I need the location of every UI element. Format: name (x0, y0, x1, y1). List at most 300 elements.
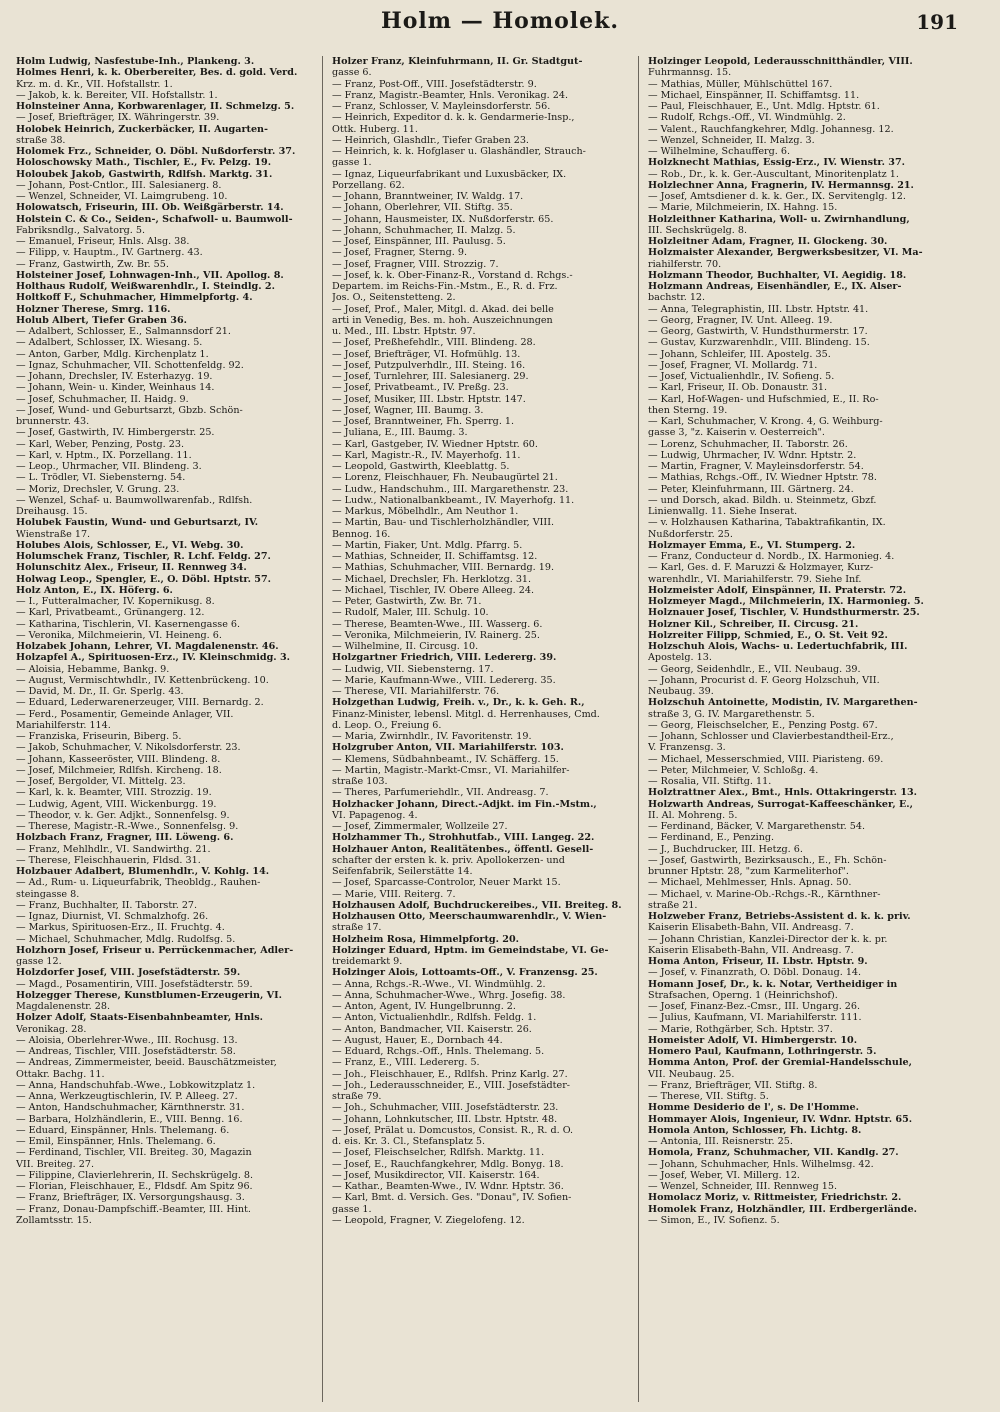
directory-entry-head: Holzwarth Andreas, Surrogat-Kaffeeschänker, E., (648, 798, 913, 810)
directory-entry-line: — Karl, Friseur, II. Ob. Donaustr. 31. (648, 382, 828, 394)
directory-entry-line: gasse 1. (332, 157, 372, 169)
directory-entry-line: — Aloisia, Oberlehrer-Wwe., III. Rochusg. 13. (16, 1034, 238, 1046)
directory-entry-line: — Peter, Kleinfuhrmann, III. Gärtnerg. 24. (648, 483, 854, 495)
directory-entry-line: Wienstraße 17. (16, 528, 91, 540)
directory-entry-line: — Lorenz, Schuhmacher, II. Taborstr. 26. (648, 438, 848, 450)
directory-entry-line: Kaiserin Elisabeth-Bahn, VII. Andreasg. 7. (648, 922, 854, 934)
directory-entry-line: — Josef, Schuhmacher, II. Haidg. 9. (16, 393, 189, 405)
directory-entry-line: — Josef, Sparcasse-Controlor, Neuer Markt 15. (332, 877, 561, 889)
directory-entry-line: — Anna, Rchgs.-R.-Wwe., VI. Windmühlg. 2. (332, 978, 546, 990)
directory-entry-line: — Johann, Post-Cntlor., III. Salesianerg. 8. (16, 179, 222, 191)
directory-entry-line: — Wenzel, Schaf- u. Baumwollwarenfab., Rdlfsh. (16, 494, 253, 506)
directory-entry-line: — Josef, Gastwirth, Bezirksausch., E., Fh. Schön- (648, 854, 887, 866)
directory-entry-line: — Therese, Fleischhauerin, Fldsd. 31. (16, 854, 201, 866)
directory-entry-line: u. Med., III. Lbstr. Hptstr. 97. (332, 326, 476, 337)
directory-entry-line: — Josef, Fleischselcher, Rdlfsh. Marktg. 11. (332, 1147, 545, 1159)
directory-entry-line: — Martin, Bau- und Tischlerholzhändler, VIII. (332, 517, 555, 529)
directory-entry-line: — Josef, Putzpulverhdlr., III. Steing. 16. (332, 359, 526, 371)
directory-entry-line: — Emil, Einspänner, Hnls. Thelemang. 6. (16, 1136, 216, 1147)
directory-entry-line: — Marie, Rothgärber, Sch. Hptstr. 37. (648, 1023, 833, 1035)
directory-entry-head: Holzmeister Adolf, Einspänner, II. Praterstr. 72. (648, 584, 907, 596)
directory-entry-line: — Michael, v. Marine-Ob.-Rchgs.-R., Kärnthner- (648, 888, 881, 900)
directory-entry-line: — und Dorsch, akad. Bildh. u. Steinmetz, Gbzf. (648, 494, 877, 506)
directory-entry-line: — David, M. Dr., II. Gr. Sperlg. 43. (16, 686, 184, 697)
directory-entry-line: — Eduard, Einspänner, Hnls. Thelemang. 6. (16, 1124, 230, 1136)
directory-entry-head: Holubek Faustin, Wund- und Geburtsarzt, IV. (16, 517, 259, 529)
directory-entry-line: — Gustav, Kurzwarenhdlr., VIII. Blindeng. 15. (648, 337, 870, 349)
directory-entry-line: VII. Neubaug. 25. (648, 1068, 735, 1080)
directory-entry-line: — Veronika, Milchmeierin, VI. Heineng. 6. (16, 629, 222, 641)
directory-entry-line: — Ludwig, Agent, VIII. Wickenburgg. 19. (16, 798, 217, 810)
directory-entry-line: — Johann, Wein- u. Kinder, Weinhaus 14. (16, 382, 215, 394)
directory-entry-head: Holwag Leop., Spengler, E., O. Döbl. Hptstr. 57. (16, 573, 271, 585)
directory-entry-line: — Andreas, Tischler, VIII. Josefstädterstr. 58. (16, 1046, 236, 1057)
directory-entry-head: Holzhausen Adolf, Buchdruckereibes., VII. Breiteg. 8. (332, 899, 622, 911)
directory-entry-head: Holzheim Rosa, Himmelpfortg. 20. (332, 933, 519, 945)
directory-entry-line: — Veronika, Milchmeierin, IV. Rainerg. 25. (332, 629, 540, 641)
directory-entry-line: brunnerstr. 43. (16, 416, 90, 427)
directory-entry-line: — Anton, Victualienhdlr., Rdlfsh. Feldg. 1. (332, 1012, 537, 1024)
directory-entry-line: — Georg, Fleischselcher, E., Penzing Postg. 67. (648, 719, 878, 731)
directory-entry-line: Veronikag. 28. (16, 1023, 87, 1035)
directory-column-2 (332, 56, 632, 1402)
directory-entry-line: — Ludwig, Uhrmacher, IV. Wdnr. Hptstr. 2. (648, 449, 857, 461)
directory-entry-line: — Wilhelmine, II. Circusg. 10. (332, 641, 479, 652)
directory-entry-line: — Josef, Branntweiner, Fh. Sperrg. 1. (332, 416, 515, 427)
directory-entry-head: Holoubek Jakob, Gastwirth, Rdlfsh. Marktg. 31. (16, 168, 273, 180)
directory-entry-line: Nußdorferstr. 25. (648, 528, 733, 540)
directory-entry-line: — Josef, Weber, VI. Millerg. 12. (648, 1169, 800, 1181)
directory-entry-line: — Josef, Fragner, Sterng. 9. (332, 247, 468, 259)
directory-entry-line: — Therese, VII. Mariahilferstr. 76. (332, 686, 500, 697)
directory-entry-line: — Simon, E., IV. Sofienz. 5. (648, 1214, 780, 1226)
directory-entry-line: — Joh., Lederausschneider, E., VIII. Josefstädter- (332, 1079, 571, 1091)
directory-entry-line: then Sterng. 19. (648, 404, 728, 416)
directory-entry-line: — Josef, Wagner, III. Baumg. 3. (332, 404, 484, 416)
directory-entry-line: — Ludw., Handschuhm., III. Margarethenstr. 23. (332, 483, 569, 495)
directory-entry-line: Fabriksndlg., Salvatorg. 5. (16, 224, 146, 236)
directory-entry-line: riahilferstr. 70. (648, 258, 722, 270)
directory-entry-head: Holumschek Franz, Tischler, R. Lchf. Feldg. 27. (16, 551, 271, 562)
directory-entry-head: Holzmeyer Magd., Milchmeierin, IX. Harmonieg. 5. (648, 596, 924, 607)
directory-entry-head: Holztrattner Alex., Bmt., Hnls. Ottakringerstr. 13. (648, 787, 918, 799)
directory-entry-head: Holzdorfer Josef, VIII. Josefstädterstr. 59. (16, 967, 241, 979)
directory-entry-head: Homeister Adolf, VI. Himbergerstr. 10. (648, 1034, 858, 1046)
directory-entry-line: — Heinrich, Glashdlr., Tiefer Graben 23. (332, 134, 529, 146)
directory-entry-line: — Florian, Fleischhauer, E., Fldsdf. Am Spitz 96. (16, 1181, 253, 1192)
directory-entry-head: Holzleitner Adam, Fragner, II. Glockeng. 30. (648, 236, 888, 247)
directory-entry-line: — Markus, Möbelhdlr., Am Neuthor 1. (332, 506, 519, 517)
directory-entry-line: Magdalenenstr. 28. (16, 1001, 110, 1012)
directory-entry-line: Strafsachen, Operng. 1 (Heinrichshof). (648, 989, 838, 1001)
directory-entry-line: — Marie, VIII. Reiterg. 7. (332, 888, 456, 900)
directory-entry-line: — Leopold, Gastwirth, Kleeblattg. 5. (332, 461, 510, 472)
directory-entry-line: — Adalbert, Schlosser, E., Salmannsdorf 21. (16, 326, 231, 337)
directory-entry-head: Homolek Franz, Holzhändler, III. Erdbergerlände. (648, 1203, 917, 1215)
directory-entry-head: Holzschuh Antoinette, Modistin, IV. Margarethen- (648, 697, 918, 709)
directory-entry-line: Finanz-Minister, lebensl. Mitgl. d. Herrenhauses, Cmd. (332, 708, 600, 720)
directory-entry-line: steingasse 8. (16, 888, 80, 900)
directory-entry-line: — Josef, Musiker, III. Lbstr. Hptstr. 147. (332, 393, 526, 405)
column-divider (638, 56, 639, 1402)
directory-entry-line: Dreihausg. 15. (16, 506, 88, 517)
directory-entry-head: Holzhammer Th., Strohhutfab., VIII. Langeg. 22. (332, 832, 595, 844)
directory-entry-line: — Karl, Gastgeber, IV. Wiedner Hptstr. 60. (332, 438, 538, 450)
directory-entry-line: — Karl, Bmt. d. Versich. Ges. "Donau", IV. Sofien- (332, 1192, 572, 1204)
directory-entry-line: Mariahilferstr. 114. (16, 719, 111, 731)
directory-entry-line: — Johann, Lohnkutscher, III. Lbstr. Hptstr. 48. (332, 1113, 558, 1125)
directory-entry-head: Holzweber Franz, Betriebs-Assistent d. k. k. priv. (648, 911, 911, 922)
directory-entry-line: — Marie, Milchmeierin, IX. Hahng. 15. (648, 202, 838, 214)
directory-entry-head: Holoschowsky Math., Tischler, E., Fv. Pelzg. 19. (16, 157, 272, 169)
directory-entry-head: Holzner Kil., Schreiber, II. Circusg. 21. (648, 618, 859, 630)
directory-entry-head: Holzapfel A., Spirituosen-Erz., IV. Kleinschmidg. 3. (16, 652, 291, 664)
directory-entry-line: — Martin, Fiaker, Unt. Mdlg. Pfarrg. 5. (332, 539, 523, 551)
directory-entry-line: — Michael, Einspänner, II. Schiffamtsg. 11. (648, 89, 860, 101)
directory-entry-line: — Anna, Handschuhfab.-Wwe., Lobkowitzplatz 1. (16, 1079, 256, 1091)
directory-entry-head: Homero Paul, Kaufmann, Lothringerstr. 5. (648, 1046, 877, 1057)
directory-entry-line: — Leopold, Fragner, V. Ziegelofeng. 12. (332, 1214, 525, 1226)
directory-column-1 (16, 56, 316, 1402)
directory-entry-line: — Marie, Kaufmann-Wwe., VIII. Ledererg. 35. (332, 674, 556, 686)
directory-entry-line: — Josef, Privatbeamt., IV. Preßg. 23. (332, 382, 509, 394)
directory-entry-line: — Theres, Parfumeriehdlr., VII. Andreasg. 7. (332, 787, 549, 799)
directory-entry-line: — Andreas, Zimmermeister, beeid. Bauschätzmeister, (16, 1057, 277, 1069)
directory-entry-line: — Peter, Milchmeier, V. Schloßg. 4. (648, 764, 819, 776)
directory-entry-line: — Eduard, Rchgs.-Off., Hnls. Thelemang. 5. (332, 1046, 545, 1057)
directory-entry-line: — Anton, Bandmacher, VII. Kaiserstr. 26. (332, 1023, 532, 1035)
directory-entry-line: — Filippine, Clavierlehrerin, II. Sechskrügelg. 8. (16, 1169, 254, 1181)
directory-entry-line: — Therese, Beamten-Wwe., III. Wasserg. 6. (332, 618, 543, 630)
directory-entry-line: — Franz, Conducteur d. Nordb., IX. Harmonieg. 4. (648, 551, 895, 562)
directory-entry-line: — Rudolf, Maler, III. Schulg. 10. (332, 607, 489, 619)
directory-entry-line: gasse 12. (16, 956, 62, 967)
directory-entry-line: — Anton, Handschuhmacher, Kärnthnerstr. 31. (16, 1102, 245, 1114)
directory-entry-line: — Karl, Schuhmacher, V. Krong. 4, G. Weihburg- (648, 416, 883, 427)
directory-entry-line: — Josef, Zimmermaler, Wollzeile 27. (332, 821, 508, 832)
directory-entry-line: — Josef, Briefträger, IX. Währingerstr. 39. (16, 112, 220, 124)
directory-entry-line: bachstr. 12. (648, 292, 706, 304)
directory-entry-head: Homolacz Moriz, v. Rittmeister, Friedrichstr. 2. (648, 1192, 902, 1204)
column-divider (322, 56, 323, 1402)
directory-entry-head: Holzhauer Anton, Realitätenbes., öffentl. Gesell- (332, 843, 594, 855)
directory-entry-head: Holzmann Andreas, Eisenhändler, E., IX. Alser- (648, 281, 902, 292)
directory-entry-line: — Josef, Amtsdiener d. k. k. Ger., IX. Servitenglg. 12. (648, 191, 906, 202)
directory-entry-line: VI. Papagenog. 4. (332, 809, 418, 821)
directory-entry-line: — Johann, Oberlehrer, VII. Stiftg. 35. (332, 202, 513, 214)
directory-entry-line: straße 3, G. IV. Margarethenstr. 5. (648, 708, 815, 720)
directory-entry-head: Holzreiter Filipp, Schmied, E., O. St. Veit 92. (648, 629, 888, 641)
directory-entry-head: Holzhausen Otto, Meerschaumwarenhdlr., V. Wien- (332, 911, 607, 922)
directory-entry-line: — Franz, Magistr.-Beamter, Hnls. Veronikag. 24. (332, 89, 569, 101)
directory-entry-line: — Franz, Gastwirth, Zw. Br. 55. (16, 258, 169, 270)
directory-entry-line: — Josef, Milchmeier, Rdlfsh. Kircheng. 18. (16, 764, 222, 776)
directory-entry-line: — I., Futteralmacher, IV. Kopernikusg. 8. (16, 596, 215, 607)
directory-entry-line: — Peter, Gastwirth, Zw. Br. 71. (332, 596, 482, 607)
directory-entry-line: — Heinrich, k. k. Hofglaser u. Glashändler, Strauch- (332, 146, 586, 157)
directory-entry-line: — Josef, Prof., Maler, Mitgl. d. Akad. dei belle (332, 303, 554, 315)
directory-entry-line: — Wenzel, Schneider, II. Malzg. 3. (648, 134, 815, 146)
directory-entry-head: Holzgartner Friedrich, VIII. Ledererg. 39. (332, 652, 557, 664)
page-number: 191 (916, 10, 958, 34)
directory-entry-line: — Martin, Fragner, V. Mayleinsdorferstr. 54. (648, 461, 864, 472)
directory-entry-line: treidemarkt 9. (332, 956, 403, 967)
directory-entry-head: Holstein C. & Co., Seiden-, Schafwoll- u. Baumwoll- (16, 213, 293, 225)
directory-entry-line: schafter der ersten k. k. priv. Apollokerzen- und (332, 854, 565, 866)
directory-entry-line: — Franz, E., VIII. Ledererg. 5. (332, 1057, 480, 1069)
directory-entry-line: — Franziska, Friseurin, Biberg. 5. (16, 731, 182, 742)
directory-entry-line: brunner Hptstr. 28, "zum Karmeliterhof". (648, 866, 849, 877)
running-head: Holm — Homolek. (380, 8, 620, 34)
directory-entry-head: Holzgruber Anton, VII. Mariahilferstr. 103. (332, 742, 564, 754)
directory-entry-line: — Karl, Hof-Wagen- und Hufschmied, E., II. Ro- (648, 393, 879, 405)
directory-entry-line: — Johann, Schuhmacher, II. Malzg. 5. (332, 224, 516, 236)
directory-entry-line: — Josef, Finanz-Bez.-Cmsr., III. Ungarg. 26. (648, 1001, 861, 1012)
directory-entry-line: — Karl, Ges. d. F. Maruzzi & Holzmayer, Kurz- (648, 562, 874, 574)
directory-entry-line: — Michael, Tischler, IV. Obere Alleeg. 24. (332, 584, 535, 596)
directory-entry-head: Holomek Frz., Schneider, O. Döbl. Nußdorferstr. 37. (16, 146, 296, 157)
directory-entry-line: II. Al. Mohreng. 5. (648, 809, 738, 821)
directory-entry-line: straße 17. (332, 922, 382, 934)
directory-entry-line: — Franz, Briefträger, IX. Versorgungshausg. 3. (16, 1192, 245, 1204)
directory-entry-head: Holmes Henri, k. k. Oberbereiter, Bes. d. gold. Verd. (16, 67, 298, 79)
directory-entry-line: — Josef, v. Finanzrath, O. Döbl. Donaug. 14. (648, 967, 862, 979)
directory-entry-line: — Wenzel, Schneider, VI. Laimgrubeng. 10. (16, 191, 228, 202)
directory-entry-line: — Georg, Seidenhdlr., E., VII. Neubaug. 39. (648, 663, 861, 675)
directory-entry-line: — Lorenz, Fleischhauer, Fh. Neubaugürtel 21. (332, 472, 558, 484)
directory-entry-line: — Josef, Bergolder, VI. Mittelg. 23. (16, 776, 186, 787)
directory-entry-line: — Joh., Schuhmacher, VIII. Josefstädterstr. 23. (332, 1102, 559, 1114)
directory-entry-line: — Johann, Branntweiner, IV. Waldg. 17. (332, 191, 524, 202)
directory-entry-line: Zollamtsstr. 15. (16, 1214, 92, 1226)
directory-entry-line: Jos. O., Seitenstetteng. 2. (332, 292, 456, 304)
directory-entry-head: Homa Anton, Friseur, II. Lbstr. Hptstr. 9. (648, 956, 868, 967)
directory-entry-line: — Rosalia, VII. Stiftg. 11. (648, 776, 772, 787)
directory-entry-head: Holznauer Josef, Tischler, V. Hundsthurmerstr. 25. (648, 607, 920, 619)
directory-entry-head: Homme Desiderio de l', s. De l'Homme. (648, 1102, 859, 1114)
directory-entry-line: — Johann, Procurist d. F. Georg Holzschuh, VII. (648, 674, 880, 686)
directory-entry-line: Bennog. 16. (332, 528, 391, 540)
directory-entry-line: Neubaug. 39. (648, 686, 714, 697)
directory-entry-line: VII. Breiteg. 27. (16, 1158, 95, 1170)
directory-entry-line: Apostelg. 13. (648, 652, 712, 664)
directory-entry-head: Holzhorn Josef, Friseur u. Perrückenmacher, Adler- (16, 944, 294, 956)
directory-entry-line: — Moriz, Drechsler, V. Grung. 23. (16, 483, 180, 495)
directory-entry-line: — Mathias, Schuhmacher, VIII. Bernardg. 19. (332, 562, 555, 574)
directory-entry-line: — Katharina, Tischlerin, VI. Kasernengasse 6. (16, 618, 241, 630)
directory-entry-head: Holzmann Theodor, Buchhalter, VI. Aegidig. 18. (648, 269, 907, 281)
directory-entry-head: Holub Albert, Tiefer Graben 36. (16, 314, 187, 326)
directory-entry-line: — Leop., Uhrmacher, VII. Blindeng. 3. (16, 461, 202, 472)
directory-entry-line: — Johann, Schleifer, III. Apostelg. 35. (648, 348, 831, 360)
directory-entry-head: Holsteiner Josef, Lohnwagen-Inh., VII. Apollog. 8. (16, 269, 284, 281)
directory-entry-line: — Johann, Schuhmacher, Hnls. Wilhelmsg. 42. (648, 1158, 874, 1170)
directory-entry-head: Holzinger Alois, Lottoamts-Off., V. Franzensg. 25. (332, 967, 598, 979)
directory-entry-line: — Karl, Privatbeamt., Grünangerg. 12. (16, 607, 205, 619)
directory-entry-head: Holzhacker Johann, Direct.-Adjkt. im Fin.-Mstm., (332, 798, 597, 810)
directory-entry-line: — Johann Christian, Kanzlei-Director der k. k. pr. (648, 933, 888, 945)
directory-entry-line: warenhdlr., VI. Mariahilferstr. 79. Siehe Inf. (648, 573, 862, 585)
directory-entry-line: — Franz, Donau-Dampfschiff.-Beamter, III. Hint. (16, 1203, 251, 1215)
directory-entry-line: — Franz, Mehlhdlr., VI. Sandwirthg. 21. (16, 843, 211, 855)
directory-entry-line: straße 79. (332, 1091, 382, 1102)
directory-entry-line: — Mathias, Rchgs.-Off., IV. Wiedner Hptstr. 78. (648, 472, 877, 484)
directory-entry-line: gasse 3, "z. Kaiserin v. Oesterreich". (648, 427, 825, 439)
directory-entry-line: — Josef, Fragner, VIII. Strozzig. 7. (332, 258, 499, 270)
directory-entry-line: Departem. im Reichs-Fin.-Mstm., E., R. d. Frz. (332, 281, 558, 292)
directory-entry-line: III. Sechskrügelg. 8. (648, 224, 748, 236)
directory-entry-line: — Franz, Post-Off., VIII. Josefstädterstr. 9. (332, 78, 537, 90)
directory-entry-line: — Kathar., Beamten-Wwe., IV. Wdnr. Hptstr. 36. (332, 1181, 564, 1192)
directory-entry-line: — Johann, Kasseeröster, VIII. Blindeng. 8. (16, 753, 221, 765)
directory-entry-line: — Martin, Magistr.-Markt-Cmsr., VI. Mariahilfer- (332, 764, 570, 776)
directory-entry-head: Holobek Heinrich, Zuckerbäcker, II. Augarten- (16, 123, 269, 135)
directory-entry-line: — Johann, Drechsler, IV. Esterhazyg. 19. (16, 371, 213, 382)
directory-entry-line: — Anton, Garber, Mdlg. Kirchenplatz 1. (16, 348, 209, 360)
directory-entry-line: — Josef, Briefträger, VI. Hofmühlg. 13. (332, 348, 521, 360)
directory-entry-line: — Anna, Werkzeugtischlerin, IV. P. Alleeg. 27. (16, 1091, 238, 1102)
directory-entry-head: Homann Josef, Dr., k. k. Notar, Vertheidiger in (648, 978, 898, 990)
directory-entry-line: — Heinrich, Expeditor d. k. k. Gendarmerie-Insp., (332, 112, 575, 124)
directory-entry-line: — Antonia, III. Reisnerstr. 25. (648, 1136, 793, 1147)
directory-entry-head: Holunschitz Alex., Friseur, II. Rennweg 34. (16, 562, 247, 574)
directory-entry-line: — Karl, v. Hptm., IX. Porzellang. 11. (16, 449, 192, 461)
directory-entry-line: — Josef, Fragner, VI. Mollardg. 71. (648, 359, 818, 371)
directory-entry-head: Holzinger Leopold, Lederausschnitthändler, VIII. (648, 56, 913, 67)
directory-entry-head: Holzbauer Adalbert, Blumenhdlr., V. Kohlg. 14. (16, 866, 270, 877)
page-header (0, 8, 1000, 38)
directory-column-3 (648, 56, 966, 1402)
directory-entry-line: — L. Trödler, VI. Siebensterng. 54. (16, 472, 186, 484)
directory-entry-head: Holzlechner Anna, Fragnerin, IV. Hermannsg. 21. (648, 179, 914, 191)
directory-entry-line: — Franz, Buchhalter, II. Taborstr. 27. (16, 899, 198, 911)
directory-entry-line: — Ferdinand, Tischler, VII. Breiteg. 30, Magazin (16, 1147, 252, 1159)
directory-entry-line: — Michael, Drechsler, Fh. Herklotzg. 31. (332, 573, 532, 585)
directory-entry-line: — Markus, Spirituosen-Erz., II. Fruchtg. 4. (16, 922, 225, 934)
directory-entry-line: — Magd., Posamentirin, VIII. Josefstädterstr. 59. (16, 978, 253, 990)
directory-entry-line: — Ludwig, VII. Siebensterng. 17. (332, 663, 494, 675)
directory-entry-line: — Josef, Victualienhdlr., IV. Sofieng. 5. (648, 371, 835, 382)
directory-entry-line: — Rudolf, Rchgs.-Off., VI. Windmühlg. 2. (648, 112, 846, 124)
directory-entry-line: — Karl, k. k. Beamter, VIII. Strozzig. 19. (16, 787, 212, 799)
directory-entry-line: — Joh., Fleischhauer, E., Rdlfsh. Prinz Karlg. 27. (332, 1068, 568, 1080)
directory-entry-line: Fuhrmannsg. 15. (648, 67, 732, 79)
directory-entry-head: Holzgethan Ludwig, Freih. v., Dr., k. k. Geh. R., (332, 697, 585, 709)
directory-entry-line: — Ad., Rum- u. Liqueurfabrik, Theobldg., Rauhen- (16, 877, 261, 889)
directory-entry-line: — Eduard, Lederwarenerzeuger, VIII. Bernardg. 2. (16, 697, 264, 709)
directory-entry-line: — Ignaz, Diurnist, VI. Schmalzhofg. 26. (16, 911, 209, 922)
directory-entry-line: — Barbara, Holzhändlerin, E., VIII. Benng. 16. (16, 1113, 243, 1125)
directory-entry-line: — Ferdinand, Bäcker, V. Margarethenstr. 54. (648, 821, 865, 832)
directory-entry-line: — Aloisia, Hebamme, Bankg. 9. (16, 663, 170, 675)
directory-entry-line: — Georg, Fragner, IV. Unt. Alleeg. 19. (648, 314, 833, 326)
directory-entry-head: Holthaus Rudolf, Weißwarenhdlr., I. Steindlg. 2. (16, 281, 275, 292)
directory-entry-line: straße 38. (16, 134, 66, 146)
directory-entry-line: — Anna, Schuhmacher-Wwe., Whrg. Josefig. 38. (332, 989, 566, 1001)
directory-entry-head: Holzegger Therese, Kunstblumen-Erzeugerin, VI. (16, 989, 282, 1001)
directory-entry-line: — Georg, Gastwirth, V. Hundsthurmerstr. 17. (648, 326, 868, 337)
directory-entry-line: Kaiserin Elisabeth-Bahn, VII. Andreasg. 7. (648, 944, 854, 956)
directory-entry-line: Ottakr. Bachg. 11. (16, 1068, 105, 1080)
directory-entry-line: straße 103. (332, 776, 388, 787)
directory-entry-head: Holtkoff F., Schuhmacher, Himmelpfortg. 4. (16, 292, 253, 304)
directory-entry-line: Seifenfabrik, Seilerstätte 14. (332, 866, 473, 877)
directory-entry-head: Holzinger Eduard, Hptm. im Gemeindstabe, VI. Ge- (332, 944, 609, 956)
directory-entry-head: Holzleithner Katharina, Woll- u. Zwirnhandlung, (648, 213, 910, 225)
directory-entry-line: — Franz, Schlosser, V. Mayleinsdorferstr. 56. (332, 101, 551, 112)
directory-entry-line: — Karl, Weber, Penzing, Postg. 23. (16, 438, 185, 450)
directory-entry-line: — Klemens, Südbahnbeamt., IV. Schäfferg. 15. (332, 753, 559, 765)
directory-entry-line: — Michael, Schuhmacher, Mdlg. Rudolfsg. 5. (16, 933, 236, 945)
directory-entry-line: — Maria, Zwirnhdlr., IV. Favoritenstr. 19. (332, 731, 532, 742)
directory-entry-line: — Rob., Dr., k. k. Ger.-Auscultant, Minoritenplatz 1. (648, 168, 899, 180)
directory-entry-line: — Theodor, v. k. Ger. Adjkt., Sonnenfelsg. 9. (16, 809, 230, 821)
directory-entry-line: — Mathias, Müller, Mühlschüttel 167. (648, 78, 833, 90)
directory-entry-line: — Johann, Schlosser und Clavierbestandtheil-Erz., (648, 731, 894, 742)
directory-entry-line: Linienwallg. 11. Siehe Inserat. (648, 506, 798, 517)
directory-entry-line: — Franz, Briefträger, VII. Stiftg. 8. (648, 1079, 818, 1091)
directory-entry-line: — Emanuel, Friseur, Hnls. Alsg. 38. (16, 236, 190, 247)
directory-entry-line: d. Leop. O., Freiung 6. (332, 719, 442, 731)
directory-entry-line: — J., Buchdrucker, III. Hetzg. 6. (648, 843, 803, 855)
directory-entry-line: arti in Venedig, Bes. m. hoh. Auszeichnungen (332, 314, 553, 326)
directory-entry-line: — Juliana, E., III. Baumg. 3. (332, 427, 468, 439)
directory-entry-head: Holzer Adolf, Staats-Eisenbahnbeamter, Hnls. (16, 1012, 263, 1024)
directory-entry-line: — Wenzel, Schneider, III. Rennweg 15. (648, 1181, 838, 1192)
directory-entry-line: — Valent., Rauchfangkehrer, Mdlg. Johannesg. 12. (648, 123, 894, 135)
directory-entry-line: straße 21. (648, 899, 698, 911)
directory-entry-line: — v. Holzhausen Katharina, Tabaktrafikantin, IX. (648, 517, 886, 529)
directory-entry-line: — Wilhelmine, Schaufferg. 6. (648, 146, 791, 157)
directory-entry-line: — Jakob, k. k. Bereiter, VII. Hofstallstr. 1. (16, 89, 218, 101)
directory-entry-line: d. eis. Kr. 3. Cl., Stefansplatz 5. (332, 1136, 486, 1147)
directory-entry-line: — Ignaz, Schuhmacher, VII. Schottenfeldg. 92. (16, 359, 244, 371)
directory-entry-line: gasse 1. (332, 1203, 372, 1215)
directory-entry-head: Holzknecht Mathias, Essig-Erz., IV. Wienstr. 37. (648, 157, 905, 169)
directory-entry-line: — Ferd., Posamentir, Gemeinde Anlager, VII. (16, 708, 234, 720)
directory-entry-line: — Karl, Magistr.-R., IV. Mayerhofg. 11. (332, 449, 521, 461)
directory-entry-line: — Josef, Prälat u. Domcustos, Consist. R., R. d. O. (332, 1124, 574, 1136)
directory-entry-head: Homma Anton, Prof. der Gremial-Handelsschule, (648, 1057, 912, 1069)
directory-entry-head: Holnsteiner Anna, Korbwarenlager, II. Schmelzg. 5. (16, 101, 295, 112)
directory-entry-line: — Filipp, v. Hauptm., IV. Gartnerg. 43. (16, 247, 203, 259)
directory-entry-line: — Ludw., Nationalbankbeamt., IV. Mayerhofg. 11. (332, 494, 575, 506)
directory-entry-line: — Josef, k. k. Ober-Finanz-R., Vorstand d. Rchgs.- (332, 269, 573, 281)
directory-entry-line: V. Franzensg. 3. (648, 742, 726, 754)
directory-entry-line: — Josef, Musikdirector, VII. Kaiserstr. 164. (332, 1169, 540, 1181)
directory-entry-head: Holubes Alois, Schlosser, E., VI. Webg. 30. (16, 539, 244, 551)
directory-entry-line: — Mathias, Schneider, II. Schiffamtsg. 12. (332, 551, 538, 562)
directory-entry-line: — Anton, Agent, IV. Hungelbrunng. 2. (332, 1001, 516, 1012)
directory-entry-line: — Therese, VII. Stiftg. 5. (648, 1091, 769, 1102)
directory-entry-line: — Josef, Einspänner, III. Paulusg. 5. (332, 236, 506, 247)
directory-entry-line: gasse 6. (332, 67, 372, 79)
directory-entry-head: Holm Ludwig, Nasfestube-Inh., Plankeng. 3. (16, 56, 255, 67)
directory-entry-head: Holowatsch, Friseurin, III. Ob. Weißgärberstr. 14. (16, 202, 284, 214)
directory-entry-line: — Michael, Mehlmesser, Hnls. Apnag. 50. (648, 877, 852, 889)
directory-entry-line: — Michael, Messerschmied, VIII. Piaristeng. 69. (648, 753, 884, 765)
directory-entry-line: — Paul, Fleischhauer, E., Unt. Mdlg. Hptstr. 61. (648, 101, 880, 112)
directory-entry-line: — Ferdinand, E., Penzing. (648, 832, 775, 844)
directory-entry-line: — Josef, E., Rauchfangkehrer, Mdlg. Bonyg. 18. (332, 1158, 564, 1170)
directory-entry-head: Holzmayer Emma, E., VI. Stumperg. 2. (648, 539, 856, 551)
directory-entry-line: — Julius, Kaufmann, VI. Mariahilferstr. 111. (648, 1012, 862, 1024)
directory-entry-head: Hommayer Alois, Ingenieur, IV. Wdnr. Hptstr. 65. (648, 1113, 913, 1125)
directory-entry-head: Homola Anton, Schlosser, Fh. Lichtg. 8. (648, 1124, 862, 1136)
directory-entry-line: Krz. m. d. Kr., VII. Hofstallstr. 1. (16, 78, 173, 90)
directory-entry-line: — Josef, Wund- und Geburtsarzt, Gbzb. Schön- (16, 404, 243, 416)
directory-entry-head: Holzmaister Alexander, Bergwerksbesitzer, VI. Ma- (648, 247, 923, 259)
